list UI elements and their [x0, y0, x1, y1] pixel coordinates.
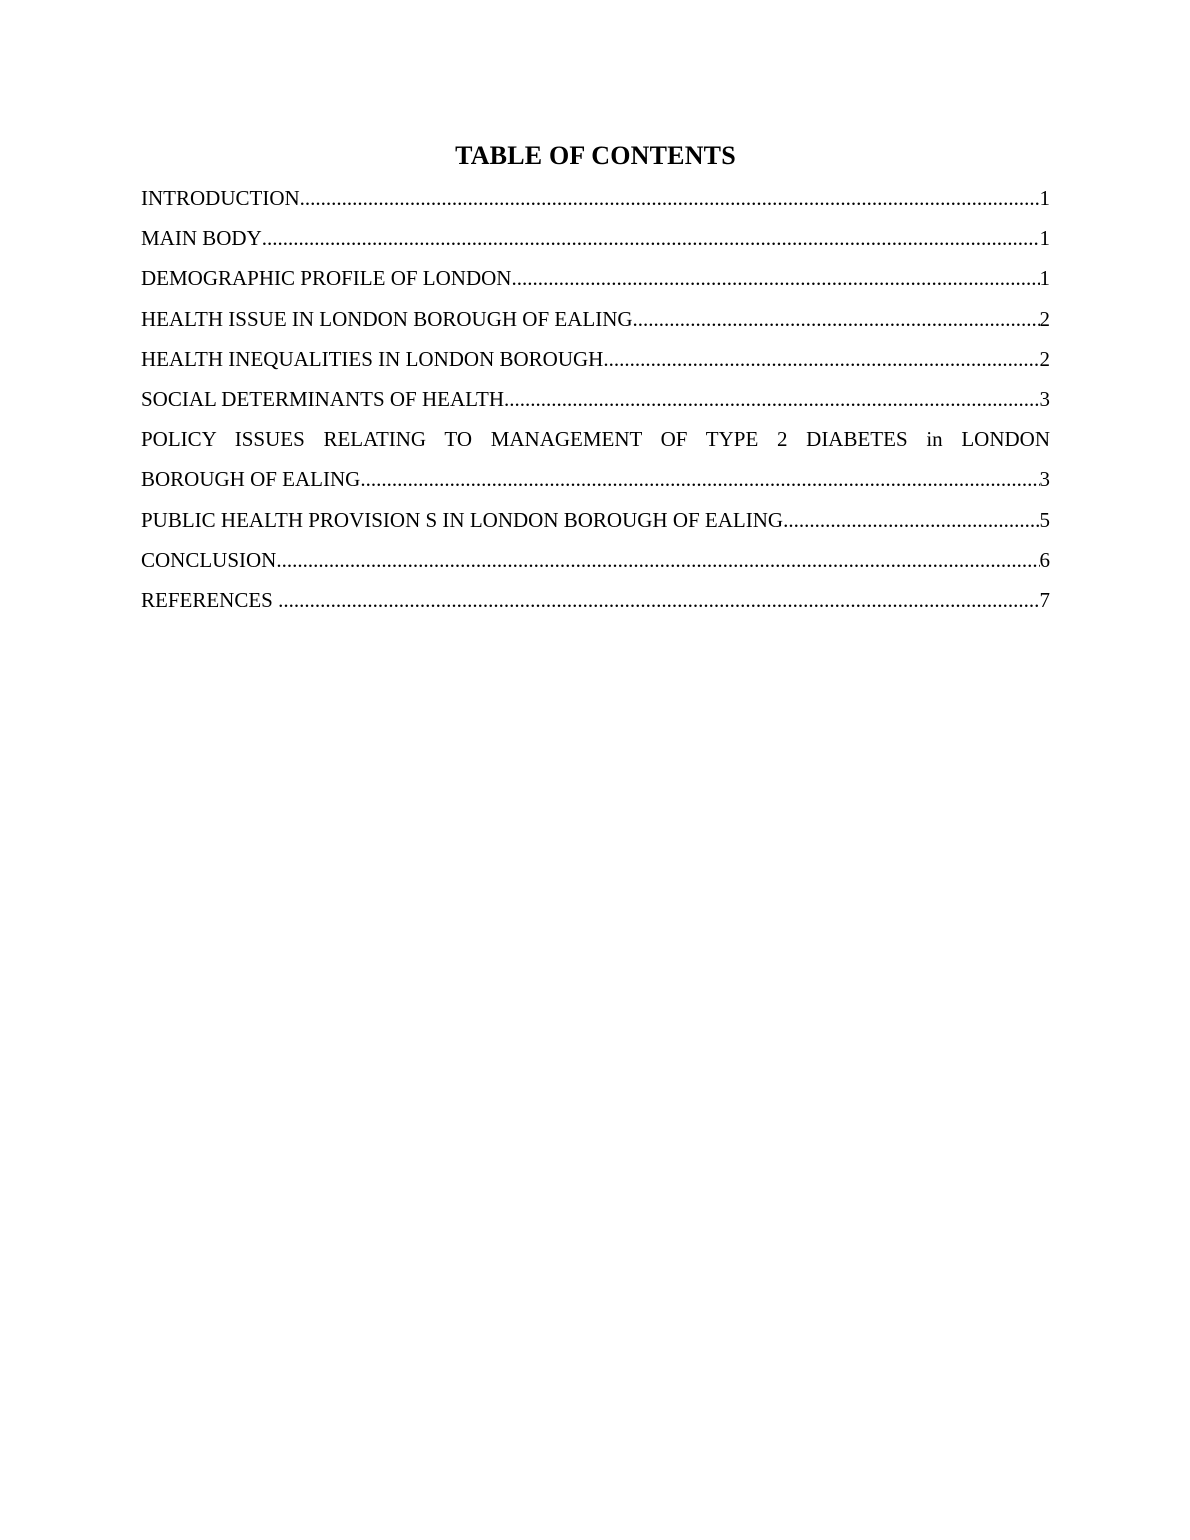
toc-entry-introduction[interactable] — [141, 178, 1050, 218]
toc-entry-label: SOCIAL DETERMINANTS OF HEALTH — [141, 387, 505, 412]
toc-entry-page-number: 2 — [1039, 346, 1050, 371]
dot-leader — [603, 339, 1039, 379]
toc-entry-label: MAIN BODY — [141, 226, 262, 251]
table-of-contents — [141, 138, 1050, 620]
toc-entry-page-number: 3 — [1039, 467, 1050, 492]
toc-entry-public-health-provisions[interactable] — [141, 500, 1050, 540]
toc-entry-demographic-profile[interactable] — [141, 258, 1050, 298]
toc-entry-page-number: 6 — [1039, 547, 1050, 572]
toc-entry-line2 — [141, 459, 1050, 499]
dot-leader — [360, 459, 1039, 499]
toc-entry-page-number: 1 — [1039, 226, 1050, 251]
toc-entry-label: HEALTH ISSUE IN LONDON BOROUGH OF EALING — [141, 306, 633, 331]
dot-leader — [276, 540, 1039, 580]
toc-entry-page-number: 5 — [1039, 507, 1050, 532]
dot-leader — [783, 500, 1039, 540]
toc-entry-label: CONCLUSION — [141, 547, 277, 572]
toc-entry-label: INTRODUCTION — [141, 186, 300, 210]
toc-entry-page-number: 2 — [1039, 306, 1050, 331]
dot-leader — [504, 379, 1039, 419]
toc-entry-policy-issues[interactable] — [141, 419, 1050, 499]
toc-entry-main-body[interactable] — [141, 218, 1050, 258]
toc-entry-references[interactable] — [141, 580, 1050, 620]
toc-entry-health-inequalities[interactable] — [141, 339, 1050, 379]
toc-entry-social-determinants[interactable] — [141, 379, 1050, 419]
toc-entry-page-number: 7 — [1039, 588, 1050, 613]
toc-entry-label: PUBLIC HEALTH PROVISION S IN LONDON BOROUGH OF EALING — [141, 507, 784, 532]
toc-entry-label: REFERENCES — [141, 588, 279, 613]
dot-leader — [262, 218, 1040, 258]
toc-entry-conclusion[interactable] — [141, 540, 1050, 580]
toc-title: TABLE OF CONTENTS — [455, 141, 736, 170]
toc-entry-label: DEMOGRAPHIC PROFILE OF LONDON — [141, 266, 512, 291]
toc-entry-label-line2: BOROUGH OF EALING — [141, 467, 361, 492]
toc-entry-label-line1: POLICY ISSUES RELATING TO MANAGEMENT OF TYPE 2 DIABETES in LONDON — [141, 427, 1050, 452]
dot-leader — [633, 299, 1040, 339]
dot-leader — [278, 580, 1039, 620]
toc-entry-page-number: 1 — [1039, 266, 1050, 291]
toc-entry-health-issue[interactable] — [141, 299, 1050, 339]
toc-entry-page-number: 3 — [1039, 387, 1050, 412]
dot-leader — [300, 178, 1040, 218]
dot-leader — [511, 258, 1039, 298]
toc-entry-label: HEALTH INEQUALITIES IN LONDON BOROUGH — [141, 346, 604, 371]
toc-entry-page-number: 1 — [1039, 186, 1050, 210]
